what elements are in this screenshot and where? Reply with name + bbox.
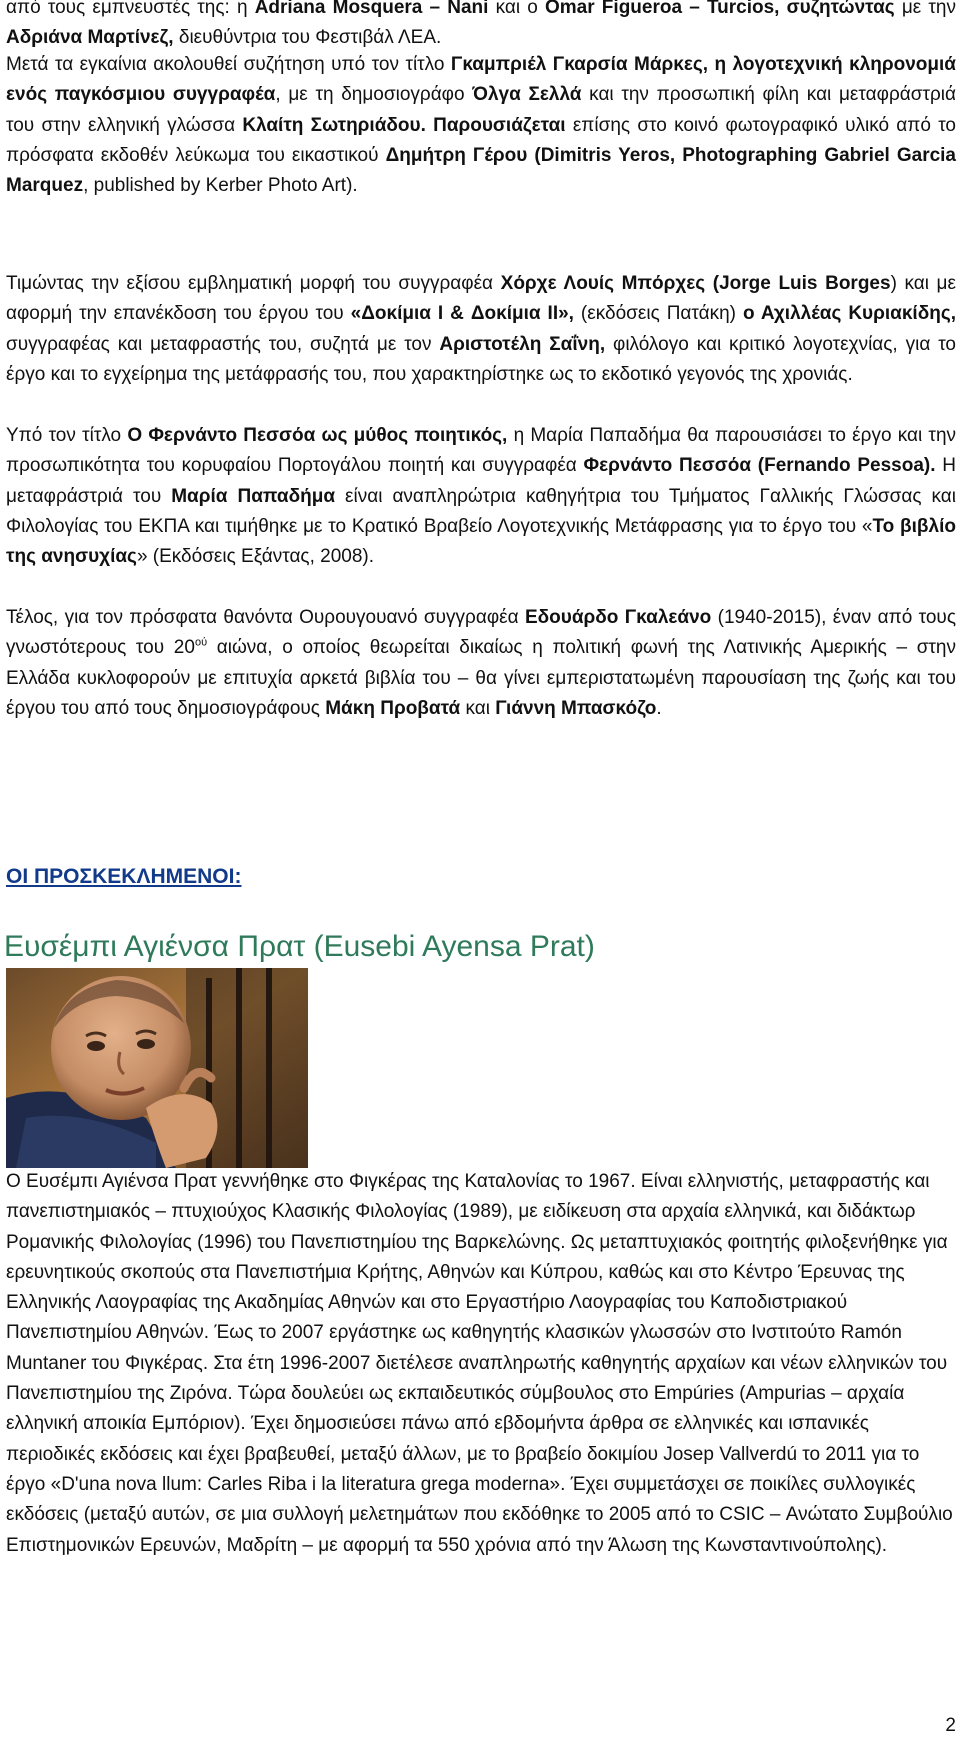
para2-run-5: Κλαίτη Σωτηριάδου. Παρουσιάζεται <box>242 114 566 136</box>
para1-run-0: από τους εμπνευστές της: η <box>6 0 255 18</box>
para2-run-3: Όλγα Σελλά <box>472 84 582 106</box>
para4-run-7: Το βιβλίο της ανησυχίας <box>6 515 956 568</box>
para3-run-3: «Δοκίμια I & Δοκίμια II», <box>350 303 574 325</box>
para2-run-8: , published by Kerber Photo Art). <box>83 175 358 197</box>
guest-bio-paragraph: Ο Ευσέμπι Αγιένσα Πρατ γεννήθηκε στο Φιγκέρας της Καταλονίας το 1967. Είναι ελληνιστής, μεταφραστής και πανεπιστημιακός – πτυχιούχος Κλασικής Φιλολογίας (1989), με ειδίκευση στα αρχαία ελληνικά, και διδάκτωρ Ρομανικής Φιλολογίας (1996) του Πανεπιστημίου της Βαρκελώνης. Ως μεταπτυχιακός φοιτητής φιλοξενήθηκε για ερευνητικούς σκοπούς στα Πανεπιστήμια Κρήτης, Αθηνών και Κύπρου, καθώς και στο Κέντρο Έρευνας της Ελληνικής Λαογραφίας της Ακαδημίας Αθηνών και στο Εργαστήριο Λαογραφίας του Καποδιστριακού Πανεπιστημίου Αθηνών. Έως το 2007 εργάστηκε ως καθηγητής κλασικών γλωσσών στο Ινστιτούτο Ramón Muntaner του Φιγκέρας. Στα έτη 1996-2007 διετέλεσε αναπληρωτής καθηγητής αρχαίων και νέων ελληνικών του Πανεπιστημίου της Ζιρόνα. Τώρα δουλεύει ως εκπαιδευτικός σύμβουλος στο Empúries (Ampurias – αρχαία ελληνική αποικία Εμπόριον). Έχει δημοσιεύσει πάνω από εβδομήντα άρθρα σε ελληνικές και ισπανικές περιοδικές εκδόσεις και έχει βραβευθεί, μεταξύ άλλων, με το βραβείο δοκιμίου Josep Vallverdú το 2011 για το έργο «D'una nova llum: Carles Riba i la literatura grega moderna». Έχει συμμετάσχει σε ποικίλες συλλογικές εκδόσεις (μεταξύ αυτών, σε μια συλλογή μελετημάτων που εκδόθηκε το 2005 από το CSIC – Ανώτατο Συμβούλιο Επιστημονικών Ερευνών, Μαδρίτη – με αφορμή τα 550 χρόνια από την Άλωση της Κωνσταντινούπολης). <box>6 1171 953 1556</box>
para2-run-0: Μετά τα εγκαίνια ακολουθεί συζήτηση υπό τον τίτλο <box>6 54 451 75</box>
para5-run-0: Τέλος, για τον πρόσφατα θανόντα Ουρουγουανό συγγραφέα <box>6 607 525 628</box>
para1-run-3: Omar Figueroa – Turcios, συζητώντας <box>545 0 895 18</box>
para2-run-1: Γκαμπριέλ Γκαρσία Μάρκες, η λογοτεχνική κληρονομιά ενός παγκόσμιου συγγραφέα <box>6 54 956 106</box>
para4-run-5: Μαρία Παπαδήμα <box>171 485 336 507</box>
para5-run-2: (1940-2015), έναν από τους γνωστότερους του 20 <box>6 607 956 659</box>
para3-run-8: φιλόλογο και κριτικό λογοτεχνίας, για το έργο και το εγχείρημα της μετάφρασής του, που χαρακτηρίστηκε ως το εκδοτικό γεγονός της χρονιάς. <box>6 333 956 385</box>
para3-run-1: Χόρχε Λουίς Μπόρχες (Jorge Luis Borges <box>500 273 891 294</box>
para3-run-2: ) και με αφορμή την επανέκδοση του έργου του <box>6 273 956 325</box>
galeano-paragraph <box>6 603 956 724</box>
para1-run-6: διευθύντρια του Φεστιβάλ ΛΕΑ. <box>173 27 442 49</box>
para2-run-6: επίσης στο κοινό φωτογραφικό υλικό από το πρόσφατα εκδοθέν λεύκωμα του εικαστικού <box>6 114 956 166</box>
page-number: 2 <box>945 1715 956 1736</box>
intro-paragraph <box>6 0 956 54</box>
para5-run-3: ού <box>194 636 208 649</box>
para1-run-2: και ο <box>488 0 545 18</box>
para2-run-4: και την προσωπική φίλη και μεταφράστριά του στην ελληνική γλώσσα <box>6 84 956 136</box>
para1-run-5: Αδριάνα Μαρτίνεζ, <box>6 27 174 49</box>
para4-run-1: Ο Φερνάντο Πεσσόα ως μύθος ποιητικός, <box>127 425 508 446</box>
para3-run-4: (εκδόσεις Πατάκη) <box>573 303 743 325</box>
guest-portrait-photo <box>6 968 308 1168</box>
para3-run-6: συγγραφέας και μεταφραστής του, συζητά με τον <box>6 333 440 355</box>
guest-name-heading: Ευσέμπι Αγιένσα Πρατ (Eusebi Ayensa Prat) <box>4 930 595 963</box>
marquez-paragraph <box>6 50 956 201</box>
para5-run-8: . <box>656 697 662 719</box>
para4-run-3: Φερνάντο Πεσσόα (Fernando Pessoa). <box>583 455 936 477</box>
section-heading: ΟΙ ΠΡΟΣΚΕΚΛΗΜΕΝΟΙ: <box>6 865 242 888</box>
para2-run-2: , με τη δημοσιογράφο <box>275 84 473 106</box>
para4-run-2: η Μαρία Παπαδήμα θα παρουσιάσει το έργο και την προσωπικότητα του κορυφαίου Πορτογάλου ποιητή και συγγραφέα <box>6 425 957 477</box>
para5-run-1: Εδουάρδο Γκαλεάνο <box>524 607 712 628</box>
para5-run-7: Γιάννη Μπασκόζο <box>495 697 657 719</box>
para3-run-7: Αριστοτέλη Σαΐνη, <box>439 333 606 355</box>
para5-run-5: Μάκη Προβατά <box>325 697 461 719</box>
para4-run-6: είναι αναπληρώτρια καθηγήτρια του Τμήματος Γαλλικής Γλώσσας και Φιλολογίας του ΕΚΠΑ και τιμήθηκε με το Κρατικό Βραβείο Λογοτεχνικής Μετάφρασης για το έργο του « <box>6 485 956 537</box>
para4-run-4: Η μεταφράστριά του <box>6 455 956 507</box>
para5-run-6: και <box>460 697 496 719</box>
para1-run-4: με την <box>894 0 956 18</box>
para3-run-0: Τιμώντας την εξίσου εμβληματική μορφή του συγγραφέα <box>6 273 501 294</box>
pessoa-paragraph <box>6 421 956 572</box>
para4-run-8: » (Εκδόσεις Εξάντας, 2008). <box>136 546 375 568</box>
para1-run-1: Adriana Mosquera – Nani <box>254 0 489 18</box>
para3-run-5: ο Αχιλλέας Κυριακίδης, <box>742 303 956 325</box>
para4-run-0: Υπό τον τίτλο <box>6 425 128 446</box>
para5-run-4: αιώνα, ο οποίος θεωρείται δικαίως η πολιτική φωνή της Λατινικής Αμερικής – στην Ελλάδα κυκλοφορούν με επιτυχία αρκετά βιβλία του – θα γίνει εμπεριστατωμένη παρουσίαση της ζωής και του έργου του από τους δημοσιογράφους <box>6 637 956 719</box>
borges-paragraph <box>6 269 956 390</box>
para2-run-7: Δημήτρη Γέρου (Dimitris Yeros, Photographing Gabriel Garcia Marquez <box>6 144 957 197</box>
